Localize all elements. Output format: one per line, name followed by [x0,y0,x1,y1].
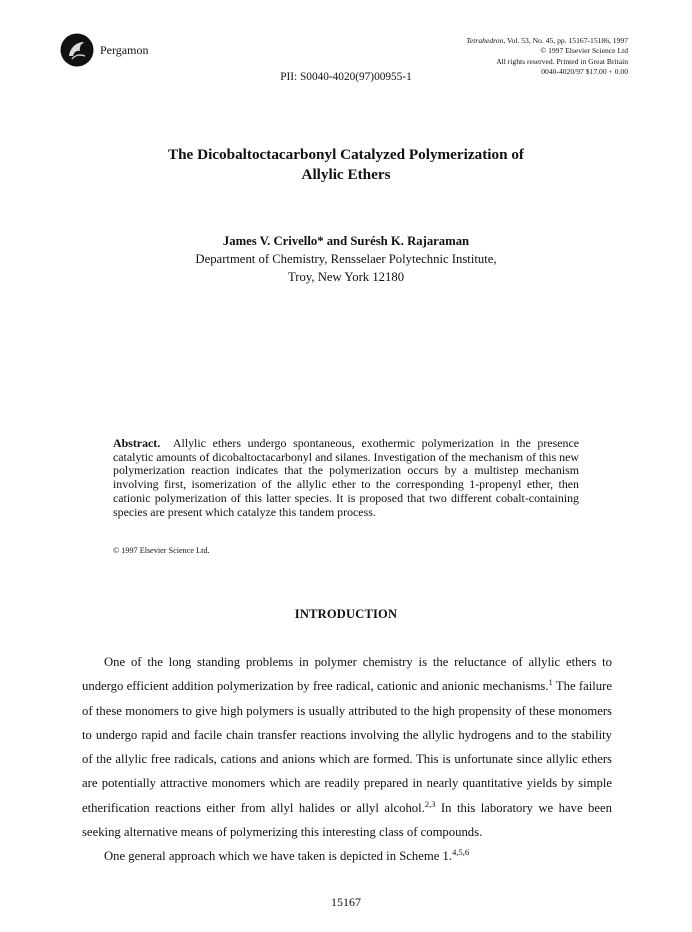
copyright-line: © 1997 Elsevier Science Ltd [540,46,628,56]
paragraph-text: One general approach which we have taken is depicted in Scheme 1. [104,849,453,864]
journal-volume-info: , Vol. 53, No. 45, pp. 15167-15186, 1997 [503,36,628,45]
publisher-name: Pergamon [100,43,149,57]
reference-superscript: 2,3 [424,798,436,809]
affiliation-line-2: Troy, New York 12180 [287,270,405,284]
page-number: 15167 [331,895,361,909]
journal-name: Tetrahedron [466,36,504,45]
paragraph-text: In this laboratory we have been seeking alternative means of polymerizing this interesting class of compounds. [82,800,613,840]
introduction-body [82,650,612,869]
intro-paragraph-2 [82,844,612,868]
reference-superscript: 1 [548,677,553,688]
title-line-1: The Dicobaltoctacarbonyl Catalyzed Polymerization of [167,146,524,163]
section-heading-introduction: INTRODUCTION [294,607,398,621]
reference-superscript: 4,5,6 [452,847,470,858]
paragraph-text: The failure of these monomers to give high polymers is usually attributed to the high propensity of these monomers to undergo rapid and facile chain transfer reactions involving the allylic hydrogens and to the stability of the allylic free radicals, cations and anions which are formed. This is unfortunate since allylic ethers are potentially attractive monomers which are readily prepared in nearly quantitative yields by simple etherification reactions either from allyl halides or allyl alcohol. [82,679,612,815]
title-line-2: Allylic Ethers [301,165,391,183]
publisher-logo-icon [60,33,94,67]
affiliation-line-1: Department of Chemistry, Rensselaer Polytechnic Institute, [195,252,497,266]
abstract-text: Allylic ethers undergo spontaneous, exothermic polymerization in the presence catalytic amounts of dicobaltoctacarbonyl and silanes. Investigation of the mechanism of this new polymerization reaction indicates that the polymerization occurs by a multistep mechanism involving first, isomerization of the allylic ether to the corresponding 1-propenyl ether, then cationic polymerization of this latter species. It is proposed that two different cobalt-containing species are present which catalyze this tandem process. [113,436,579,519]
author-block [0,232,692,286]
issn-line: 0040-4020/97 $17.00 + 0.00 [541,66,628,76]
abstract-copyright: © 1997 Elsevier Science Ltd. [113,546,210,555]
article-title [0,145,692,184]
author-names: James V. Crivello* and Surésh K. Rajaraman [222,234,470,248]
paragraph-text: One of the long standing problems in polymer chemistry is the reluctance of allylic ethers to undergo efficient addition polymerization by free radical, cationic and anionic mechanisms. [82,655,612,694]
abstract-label: Abstract. [113,436,161,450]
rights-line: All rights reserved. Printed in Great Britain [496,56,628,66]
abstract [113,437,579,519]
journal-citation [466,36,628,46]
intro-paragraph-1 [82,650,612,844]
pii-identifier: PII: S0040-4020(97)00955-1 [280,71,412,83]
